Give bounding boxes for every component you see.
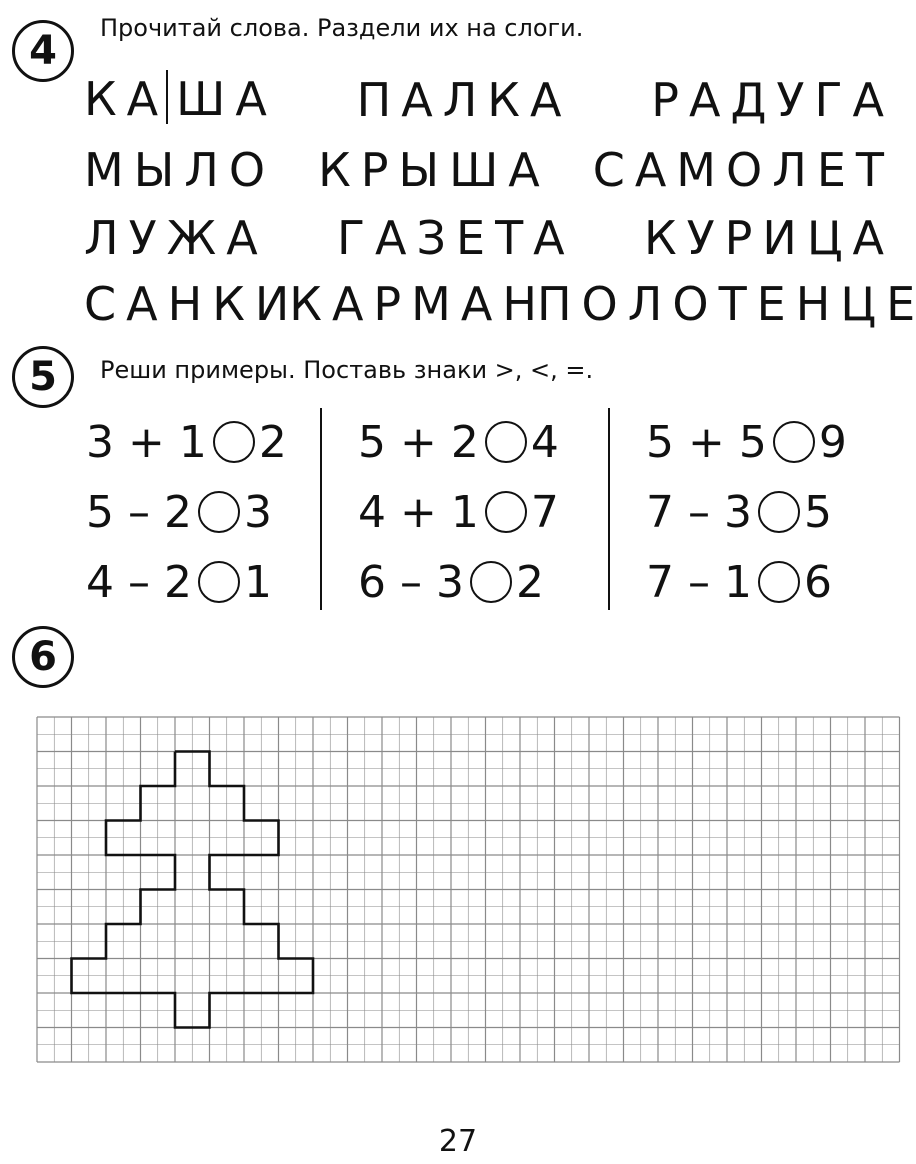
math-example xyxy=(86,554,272,610)
word xyxy=(592,143,884,197)
operand: 2 xyxy=(516,556,544,608)
word-letter: С xyxy=(592,143,625,197)
word-letter: Р xyxy=(651,73,680,127)
math-example xyxy=(86,414,287,470)
word-letter: Л xyxy=(184,143,219,197)
word-letter: Л xyxy=(84,211,119,265)
word-letter: М xyxy=(84,143,124,197)
operand: 4 xyxy=(86,556,114,608)
page-number: 27 xyxy=(438,1124,478,1159)
word-letter: П xyxy=(536,277,572,331)
word-letter: Л xyxy=(627,277,663,331)
math-example xyxy=(358,554,544,610)
word-letter: Е xyxy=(455,211,486,265)
word-letter: У xyxy=(128,211,157,265)
word-letter: И xyxy=(254,277,290,331)
word-letter: А xyxy=(375,211,407,265)
word-letter: У xyxy=(776,73,805,127)
word-letter: О xyxy=(228,143,266,197)
word-letter: О xyxy=(672,277,709,331)
operand: 7 xyxy=(646,556,674,608)
word-letter: А xyxy=(226,211,258,265)
word-letter: Е xyxy=(816,143,846,197)
word-letter: Р xyxy=(360,143,389,197)
word-letter: А xyxy=(235,72,267,126)
comparison-circle[interactable] xyxy=(758,491,800,533)
task-instruction: Реши примеры. Поставь знаки >, <, =. xyxy=(100,356,594,384)
comparison-circle[interactable] xyxy=(485,421,527,463)
word-letter: К xyxy=(643,211,677,265)
word-letter: А xyxy=(689,73,721,127)
word xyxy=(84,277,290,331)
word-letter: Ц xyxy=(840,277,877,331)
operand: 2 xyxy=(164,556,192,608)
word-letter: О xyxy=(726,143,763,197)
operand: 3 xyxy=(436,556,464,608)
word-letter: Г xyxy=(336,211,366,265)
operand: 2 xyxy=(164,486,192,538)
word-letter: К xyxy=(289,277,322,331)
word-letter: О xyxy=(581,277,618,331)
word-letter: А xyxy=(634,143,667,197)
word xyxy=(84,143,266,197)
word-letter: Н xyxy=(167,277,203,331)
word-letter: К xyxy=(318,143,351,197)
word-letter: Т xyxy=(495,211,524,265)
word-row xyxy=(84,208,884,268)
word-letter: И xyxy=(762,211,797,265)
operand: 3 xyxy=(244,486,272,538)
operand: 1 xyxy=(244,556,272,608)
word-row xyxy=(84,274,916,334)
comparison-circle[interactable] xyxy=(773,421,815,463)
operand: 5 xyxy=(358,416,386,468)
task-instruction: Прочитай слова. Раздели их на слоги. xyxy=(100,14,584,42)
operand: 1 xyxy=(178,416,207,468)
drawing-grid xyxy=(36,716,912,1088)
word-letter: Н xyxy=(502,277,537,331)
task-number: 4 xyxy=(29,28,57,74)
math-example xyxy=(358,484,559,540)
comparison-circle[interactable] xyxy=(470,561,512,603)
word-letter: Е xyxy=(886,277,916,331)
operand: 5 xyxy=(86,486,114,538)
operand: 4 xyxy=(358,486,386,538)
word-letter: Т xyxy=(855,143,884,197)
word xyxy=(651,73,884,127)
word-letter: К xyxy=(212,277,245,331)
word-letter: Г xyxy=(814,73,843,127)
syllable-divider xyxy=(166,70,168,124)
operator: + xyxy=(128,416,165,468)
operator: – xyxy=(128,556,150,608)
operator: + xyxy=(400,486,437,538)
word-letter: Н xyxy=(795,277,831,331)
operand: 1 xyxy=(724,556,752,608)
operand: 1 xyxy=(450,486,479,538)
word-letter: Л xyxy=(442,73,478,127)
word-row xyxy=(84,140,884,200)
operand: 5 xyxy=(738,416,767,468)
word-letter: З xyxy=(416,211,446,265)
word-letter: Ш xyxy=(449,143,499,197)
word-letter: Ы xyxy=(398,143,440,197)
word-letter: А xyxy=(126,277,158,331)
word-letter: Ы xyxy=(133,143,175,197)
operand: 3 xyxy=(86,416,114,468)
operand: 7 xyxy=(646,486,674,538)
grid-svg xyxy=(36,716,912,1084)
word xyxy=(643,211,884,265)
word xyxy=(536,277,916,331)
word-letter: А xyxy=(401,73,433,127)
task-number-badge xyxy=(12,626,74,688)
word xyxy=(289,277,537,331)
word xyxy=(356,73,562,127)
math-example xyxy=(646,414,847,470)
word-letter: А xyxy=(126,72,159,126)
word-letter: М xyxy=(676,143,716,197)
word-letter: Ц xyxy=(806,211,843,265)
math-example xyxy=(358,414,559,470)
operand: 5 xyxy=(804,486,832,538)
math-example xyxy=(646,484,832,540)
word-letter: К xyxy=(487,73,520,127)
word-letter: Р xyxy=(724,211,753,265)
word-letter: Ж xyxy=(166,211,217,265)
comparison-circle[interactable] xyxy=(198,561,240,603)
operand: 2 xyxy=(258,416,287,468)
word-letter: А xyxy=(460,277,493,331)
word-letter: С xyxy=(84,277,117,331)
word-letter: А xyxy=(508,143,540,197)
operand: 4 xyxy=(530,416,559,468)
comparison-circle[interactable] xyxy=(758,561,800,603)
operator: – xyxy=(688,486,710,538)
operand: 3 xyxy=(724,486,752,538)
word-letter: А xyxy=(533,211,565,265)
word-letter: Д xyxy=(730,73,767,127)
operand: 6 xyxy=(804,556,832,608)
math-example xyxy=(646,554,832,610)
column-divider xyxy=(608,408,610,610)
word-letter: А xyxy=(529,73,562,127)
task-number: 5 xyxy=(29,354,57,400)
word xyxy=(84,72,267,126)
word-letter: Л xyxy=(772,143,807,197)
comparison-circle[interactable] xyxy=(198,491,240,533)
operand: 2 xyxy=(450,416,479,468)
word xyxy=(336,211,565,265)
word-letter: А xyxy=(331,277,364,331)
operator: – xyxy=(128,486,150,538)
comparison-circle[interactable] xyxy=(213,421,255,463)
word-letter: У xyxy=(686,211,715,265)
word-letter: Е xyxy=(756,277,786,331)
word xyxy=(318,143,540,197)
word-letter: Т xyxy=(718,277,747,331)
word-letter: М xyxy=(411,277,451,331)
task-number-badge xyxy=(12,346,74,408)
operand: 6 xyxy=(358,556,386,608)
word-letter: А xyxy=(852,73,884,127)
comparison-circle[interactable] xyxy=(485,491,527,533)
word xyxy=(84,211,258,265)
operator: – xyxy=(400,556,422,608)
operand: 7 xyxy=(530,486,559,538)
word-letter: Р xyxy=(373,277,402,331)
task-number-badge xyxy=(12,20,74,82)
word-row xyxy=(84,70,884,130)
column-divider xyxy=(320,408,322,610)
word-letter: А xyxy=(852,211,884,265)
operator: + xyxy=(400,416,437,468)
math-example xyxy=(86,484,272,540)
operator: – xyxy=(688,556,710,608)
operator: + xyxy=(688,416,725,468)
operand: 9 xyxy=(818,416,847,468)
operand: 5 xyxy=(646,416,674,468)
word-letter: К xyxy=(84,72,117,126)
word-letter: Ш xyxy=(176,72,226,126)
word-letter: П xyxy=(356,73,392,127)
task-number: 6 xyxy=(29,634,57,680)
